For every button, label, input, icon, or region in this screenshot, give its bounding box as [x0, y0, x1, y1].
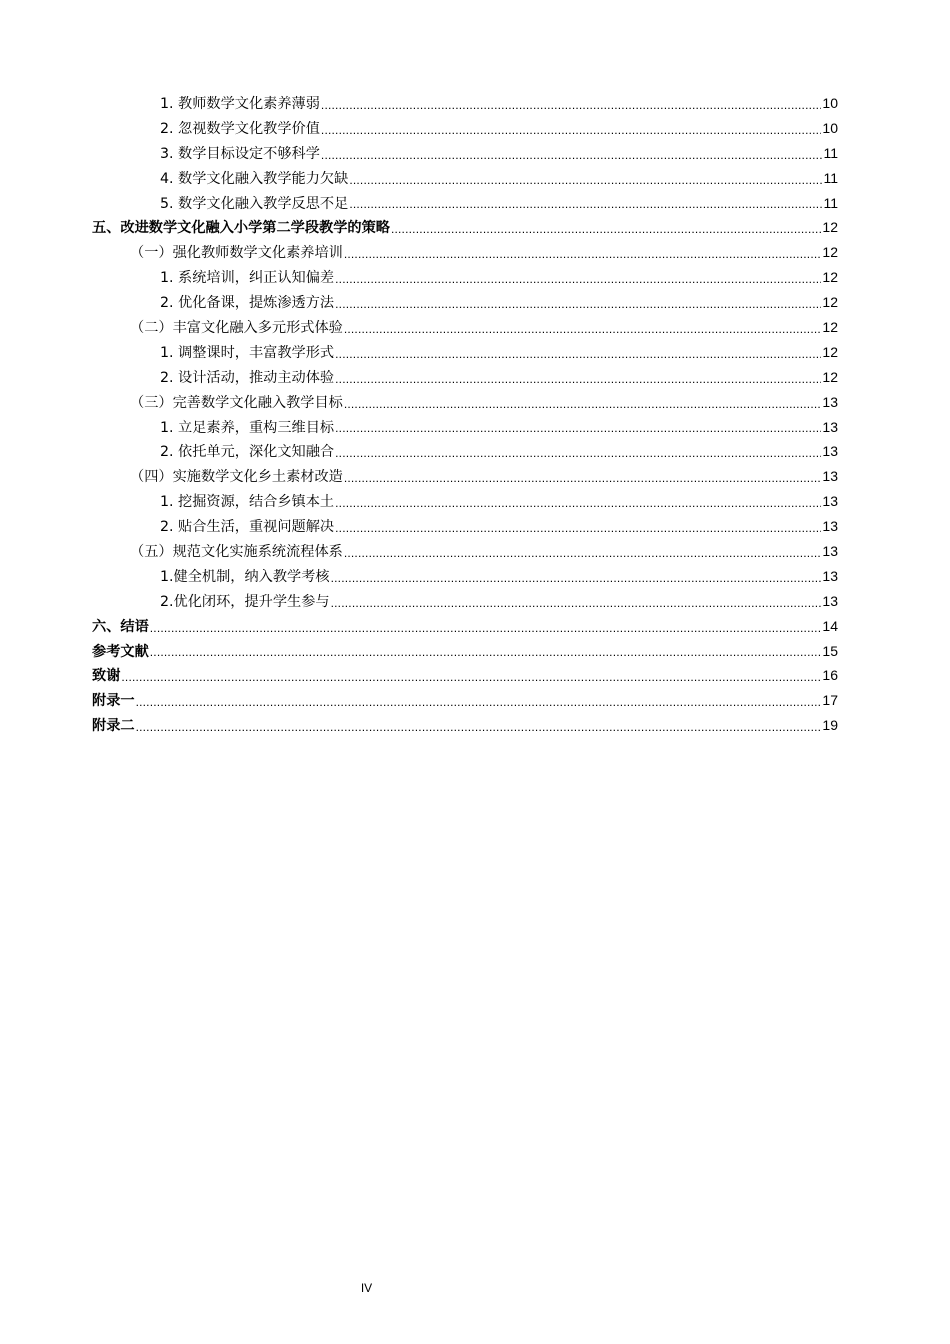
toc-entry[interactable] — [92, 215, 838, 240]
toc-entry-page-number: 12 — [822, 244, 838, 261]
toc-entry-title: 六、结语 — [92, 618, 149, 635]
toc-entry-page-number: 13 — [822, 543, 838, 560]
toc-entry-title: 附录二 — [92, 718, 135, 735]
toc-entry[interactable] — [92, 713, 838, 738]
toc-entry-page-number: 13 — [822, 567, 838, 584]
toc-entry-title: 1.健全机制，纳入教学考核 — [160, 568, 330, 585]
toc-entry[interactable] — [92, 589, 838, 614]
toc-entry[interactable] — [92, 91, 838, 116]
toc-entry[interactable] — [92, 340, 838, 365]
toc-entry-page-number: 12 — [822, 343, 838, 360]
dot-leader — [335, 522, 821, 539]
table-of-contents — [92, 91, 838, 738]
toc-entry-title: 3. 数学目标设定不够科学 — [160, 145, 320, 162]
toc-entry[interactable] — [92, 166, 838, 191]
toc-entry-page-number: 12 — [822, 368, 838, 385]
toc-entry-page-number: 11 — [823, 169, 838, 186]
dot-leader — [335, 447, 821, 464]
dot-leader — [335, 373, 821, 390]
toc-entry[interactable] — [92, 116, 838, 141]
toc-entry-title: （五）规范文化实施系统流程体系 — [130, 544, 343, 561]
dot-leader — [335, 298, 821, 315]
toc-entry-page-number: 11 — [823, 144, 838, 161]
toc-entry-page-number: 13 — [822, 468, 838, 485]
toc-entry-title: 4. 数学文化融入教学能力欠缺 — [160, 170, 349, 187]
toc-entry-title: （一）强化教师数学文化素养培训 — [130, 245, 343, 262]
dot-leader — [321, 99, 822, 116]
toc-entry-page-number: 13 — [822, 393, 838, 410]
toc-entry[interactable] — [92, 614, 838, 639]
dot-leader — [331, 572, 822, 589]
toc-entry-page-number: 13 — [822, 518, 838, 535]
toc-entry-title: 2. 贴合生活，重视问题解决 — [160, 519, 335, 536]
toc-entry-page-number: 13 — [822, 443, 838, 460]
toc-entry[interactable] — [92, 191, 838, 216]
dot-leader — [121, 671, 821, 688]
toc-entry-title: 2. 设计活动，推动主动体验 — [160, 369, 335, 386]
dot-leader — [344, 248, 822, 265]
toc-entry[interactable] — [92, 539, 838, 564]
toc-entry-title: 1. 调整课时，丰富教学形式 — [160, 344, 335, 361]
toc-entry[interactable] — [92, 514, 838, 539]
toc-entry[interactable] — [92, 663, 838, 688]
dot-leader — [344, 472, 822, 489]
toc-entry-title: 1. 系统培训，纠正认知偏差 — [160, 270, 335, 287]
toc-entry-title: 2. 依托单元，深化文知融合 — [160, 444, 335, 461]
dot-leader — [321, 149, 823, 166]
dot-leader — [344, 323, 822, 340]
toc-entry[interactable] — [92, 439, 838, 464]
toc-entry-page-number: 12 — [822, 219, 838, 236]
toc-entry-page-number: 12 — [822, 294, 838, 311]
toc-entry-title: 5. 数学文化融入教学反思不足 — [160, 195, 349, 212]
toc-entry-page-number: 17 — [822, 692, 838, 709]
toc-entry-title: 附录一 — [92, 693, 135, 710]
toc-entry-title: 参考文献 — [92, 643, 149, 660]
toc-entry-page-number: 10 — [822, 119, 838, 136]
dot-leader — [335, 348, 821, 365]
toc-entry-title: 2. 忽视数学文化教学价值 — [160, 120, 320, 137]
toc-entry-title: 1. 立足素养，重构三维目标 — [160, 419, 335, 436]
toc-entry-title: 五、改进数学文化融入小学第二学段教学的策略 — [92, 220, 390, 237]
toc-entry[interactable] — [92, 415, 838, 440]
dot-leader — [391, 223, 821, 240]
toc-entry-title: 1. 挖掘资源，结合乡镇本土 — [160, 494, 335, 511]
toc-entry-page-number: 13 — [822, 493, 838, 510]
dot-leader — [335, 273, 821, 290]
toc-entry[interactable] — [92, 365, 838, 390]
dot-leader — [150, 646, 822, 663]
toc-entry-title: （四）实施数学文化乡土素材改造 — [130, 469, 343, 486]
toc-entry-page-number: 10 — [822, 95, 838, 111]
dot-leader — [136, 696, 822, 713]
toc-entry[interactable] — [92, 315, 838, 340]
toc-entry-title: 2. 优化备课，提炼渗透方法 — [160, 295, 335, 312]
dot-leader — [344, 398, 822, 415]
toc-entry[interactable] — [92, 290, 838, 315]
toc-entry[interactable] — [92, 265, 838, 290]
toc-entry-title: 1. 教师数学文化素养薄弱 — [160, 96, 320, 112]
toc-entry-page-number: 12 — [822, 269, 838, 286]
toc-entry-page-number: 14 — [822, 617, 838, 634]
dot-leader — [321, 124, 822, 141]
toc-entry[interactable] — [92, 240, 838, 265]
toc-entry-page-number: 11 — [823, 194, 838, 211]
toc-entry-page-number: 13 — [822, 592, 838, 609]
page-number: IV — [360, 1281, 373, 1295]
toc-entry[interactable] — [92, 688, 838, 713]
toc-entry[interactable] — [92, 564, 838, 589]
dot-leader — [335, 497, 821, 514]
toc-entry-title: （三）完善数学文化融入教学目标 — [130, 394, 343, 411]
dot-leader — [331, 597, 822, 614]
toc-entry-page-number: 19 — [822, 717, 838, 734]
toc-entry-title: 致谢 — [92, 668, 121, 685]
toc-entry-page-number: 13 — [822, 418, 838, 435]
toc-entry-page-number: 12 — [822, 319, 838, 336]
dot-leader — [335, 422, 821, 439]
dot-leader — [349, 198, 822, 215]
toc-entry[interactable] — [92, 390, 838, 415]
dot-leader — [349, 174, 822, 191]
toc-entry-title: （二）丰富文化融入多元形式体验 — [130, 320, 343, 337]
toc-entry-title: 2.优化闭环，提升学生参与 — [160, 593, 330, 610]
dot-leader — [136, 721, 822, 738]
toc-entry[interactable] — [92, 489, 838, 514]
dot-leader — [150, 622, 822, 639]
toc-entry[interactable] — [92, 141, 838, 166]
toc-entry[interactable] — [92, 464, 838, 489]
dot-leader — [344, 547, 822, 564]
toc-entry[interactable] — [92, 639, 838, 664]
toc-entry-page-number: 16 — [822, 667, 838, 684]
toc-entry-page-number: 15 — [822, 642, 838, 659]
